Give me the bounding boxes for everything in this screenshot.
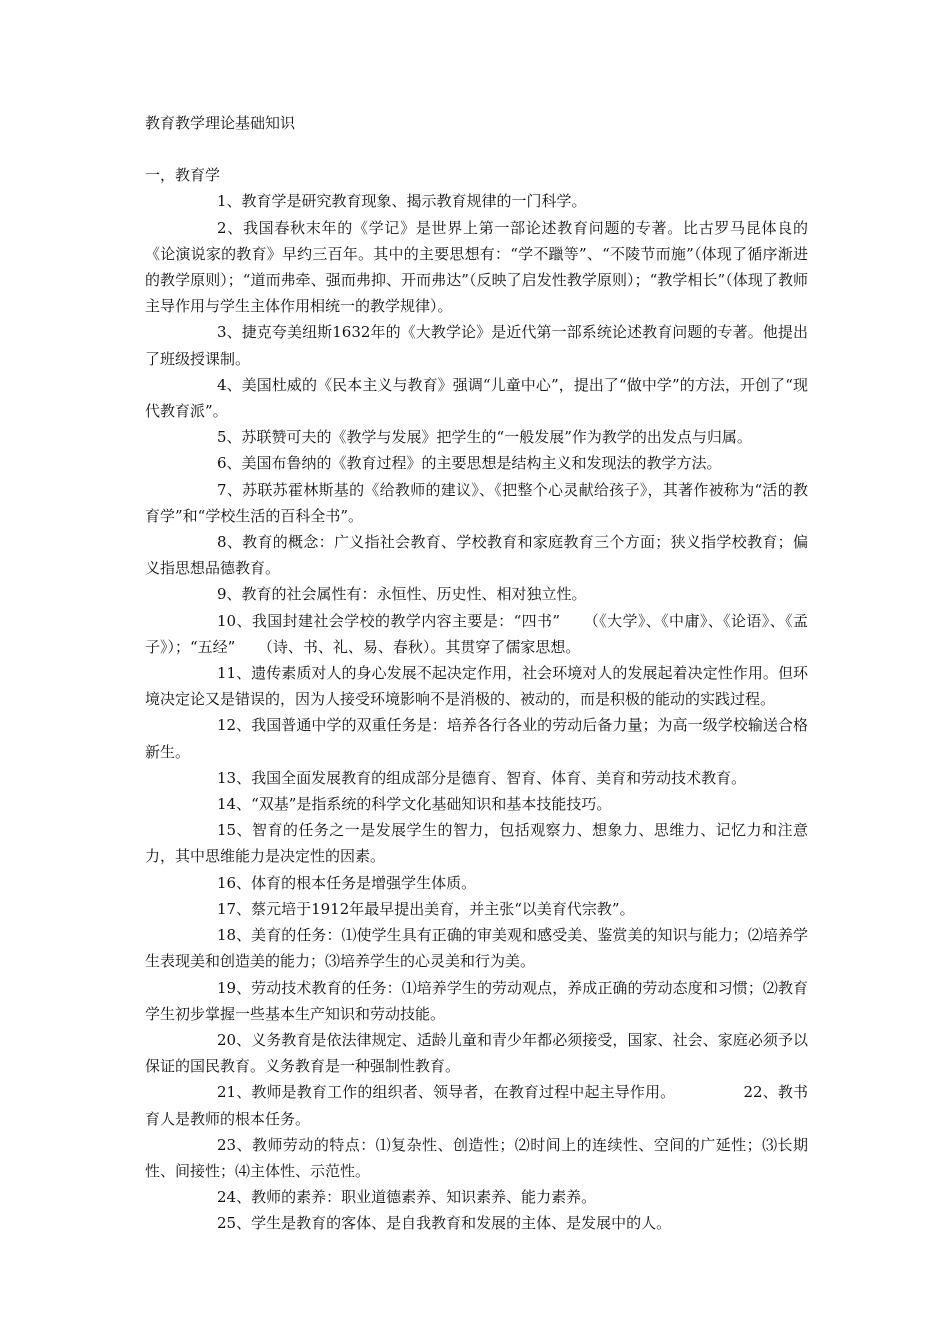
section-heading: 一，教育学 (145, 166, 221, 185)
paragraph-21: 21、教师是教育工作的组织者、领导者，在教育过程中起主导作用。 22、教书育人是教师的根本任务。 (145, 1083, 808, 1128)
paragraph-23: 23、教师劳动的特点：⑴复杂性、创造性；⑵时间上的连续性、空间的广延性；⑶长期性、间接性；⑷主体性、示范性。 (145, 1135, 808, 1180)
paragraph-12: 12、我国普通中学的双重任务是：培养各行各业的劳动后备力量；为高一级学校输送合格新生。 (145, 716, 808, 761)
paragraph-4: 4、美国杜威的《民本主义与教育》强调“儿童中心”，提出了“做中学”的方法，开创了“现代教育派”。 (145, 375, 808, 421)
paragraph-9: 9、教育的社会属性有：永恒性、历史性、相对独立性。 (217, 585, 587, 604)
paragraph-7: 7、苏联苏霍林斯基的《给教师的建议》、《把整个心灵献给孩子》，其著作被称为“活的教育学”和“学校生活的百科全书”。 (145, 480, 808, 525)
paragraph-5: 5、苏联赞可夫的《教学与发展》把学生的“一般发展”作为教学的出发点与归属。 (217, 428, 752, 447)
paragraph-2: 2、我国春秋末年的《学记》是世界上第一部论述教育问题的专著。比古罗马昆体良的《论演说家的教育》早约三百年。其中的主要思想有：“学不躐等”、“不陵节而施”（体现了循序渐进的教学原则）；“道而弗牵、强而弗抑、开而弗达”（反映了启发性教学原则）；“教学相长”（体现了教师主导作用与学生主体作用相统一的教学规律）。 (145, 218, 808, 316)
paragraph-18: 18、美育的任务：⑴使学生具有正确的审美观和感受美、鉴赏美的知识与能力；⑵培养学生表现美和创造美的能力；⑶培养学生的心灵美和行为美。 (145, 926, 808, 971)
paragraph-15: 15、智育的任务之一是发展学生的智力，包括观察力、想象力、思维力、记忆力和注意力，其中思维能力是决定性的因素。 (145, 821, 808, 866)
paragraph-14: 14、“双基”是指系统的科学文化基础知识和基本技能技巧。 (217, 795, 612, 814)
paragraph-10: 10、我国封建社会学校的教学内容主要是：“四书” （《大学》、《中庸》、《论语》、《孟子》）；“五经” （诗、书、礼、易、春秋）。其贯穿了儒家思想。 (145, 611, 808, 656)
paragraph-13: 13、我国全面发展教育的组成部分是德育、智育、体育、美育和劳动技术教育。 (217, 768, 747, 787)
document-title: 教育教学理论基础知识 (145, 114, 296, 132)
paragraph-8: 8、教育的概念：广义指社会教育、学校教育和家庭教育三个方面；狭义指学校教育；偏义指思想品德教育。 (145, 533, 808, 578)
paragraph-25: 25、学生是教育的客体、是自我教育和发展的主体、是发展中的人。 (217, 1214, 672, 1233)
paragraph-16: 16、体育的根本任务是增强学生体质。 (217, 873, 477, 892)
paragraph-3: 3、捷克夸美纽斯1632年的《大教学论》是近代第一部系统论述教育问题的专著。他提出了班级授课制。 (145, 323, 808, 368)
paragraph-20: 20、义务教育是依法律规定、适龄儿童和青少年都必须接受，国家、社会、家庭必须予以保证的国民教育。义务教育是一种强制性教育。 (145, 1030, 808, 1076)
paragraph-24: 24、教师的素养：职业道德素养、知识素养、能力素养。 (217, 1188, 597, 1207)
paragraph-1: 1、教育学是研究教育现象、揭示教育规律的一门科学。 (217, 192, 587, 211)
paragraph-19: 19、劳动技术教育的任务：⑴培养学生的劳动观点，养成正确的劳动态度和习惯；⑵教育学生初步掌握一些基本生产知识和劳动技能。 (145, 978, 808, 1023)
paragraph-6: 6、美国布鲁纳的《教育过程》的主要思想是结构主义和发现法的教学方法。 (217, 454, 722, 473)
paragraph-11: 11、遗传素质对人的身心发展不起决定作用，社会环境对人的发展起着决定性作用。但环境决定论又是错误的，因为人接受环境影响不是消极的、被动的，而是积极的能动的实践过程。 (145, 664, 808, 709)
document-page (145, 110, 808, 1237)
paragraph-17: 17、蔡元培于1912年最早提出美育，并主张“以美育代宗教”。 (217, 899, 635, 918)
